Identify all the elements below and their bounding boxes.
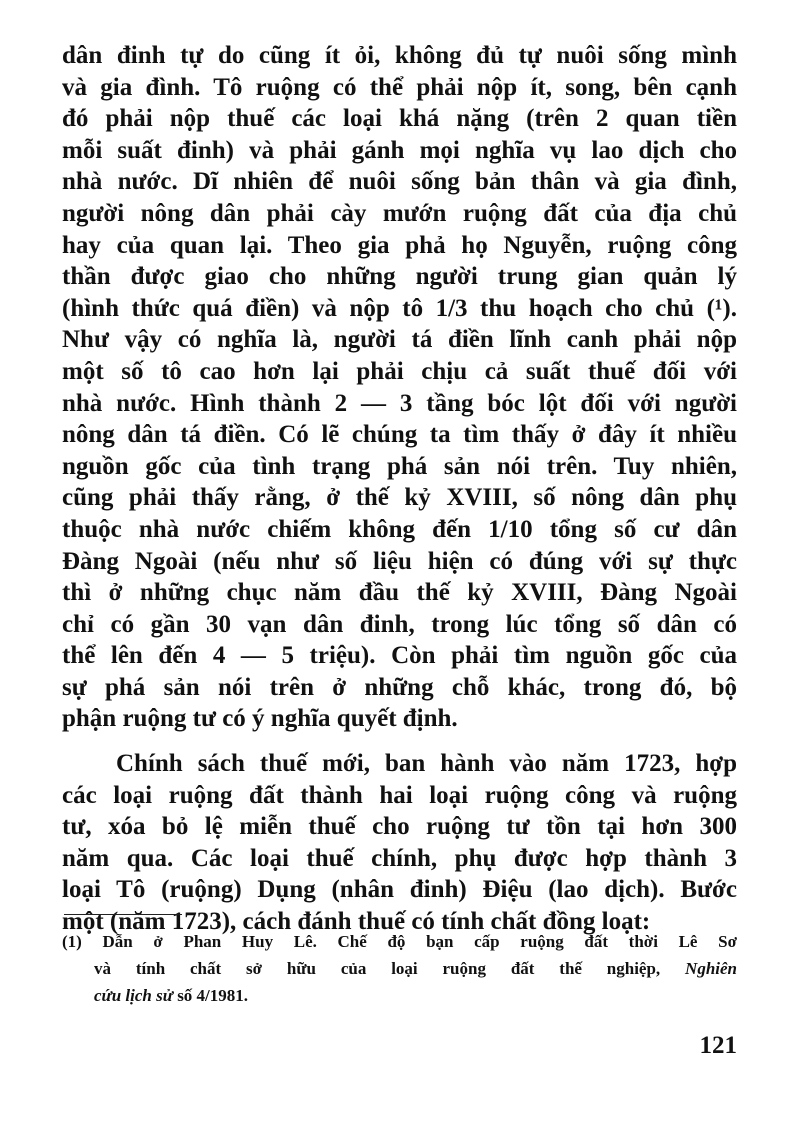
- text-line: một số tô cao hơn lại phải chịu cả suất thuế đối với: [62, 357, 737, 385]
- paragraph-1: [62, 40, 737, 735]
- footnote-line: [62, 982, 737, 1009]
- text-line: thì ở những chục năm đầu thế kỷ XVIII, Đàng Ngoài: [62, 579, 737, 607]
- text-line: nông dân tá điền. Có lẽ chúng ta tìm thấy ở đây ít nhiều: [62, 421, 737, 449]
- text-line: nhà nước. Dĩ nhiên để nuôi sống bản thân và gia đình,: [62, 168, 737, 196]
- text-line: tư, xóa bỏ lệ miễn thuế cho ruộng tư tồn tại hơn 300: [62, 813, 737, 841]
- text-line: đó phải nộp thuế các loại khá nặng (trên 2 quan tiền: [62, 105, 737, 133]
- text-line: nhà nước. Hình thành 2 — 3 tầng bóc lột đối với người: [62, 389, 737, 417]
- text-line: thể lên đến 4 — 5 triệu). Còn phải tìm nguồn gốc của: [62, 642, 737, 670]
- paragraph-gap: [62, 735, 737, 748]
- footnote: [62, 928, 737, 1009]
- text-line: nguồn gốc của tình trạng phá sản nói trên. Tuy nhiên,: [62, 452, 737, 480]
- footnote-rule: [64, 914, 182, 915]
- text-line: chỉ có gần 30 vạn dân đinh, trong lúc tổng số dân có: [62, 610, 737, 638]
- text-line: thuộc nhà nước chiếm không đến 1/10 tổng số cư dân: [62, 515, 737, 543]
- text-line: năm qua. Các loại thuế chính, phụ được hợp thành 3: [62, 844, 737, 872]
- footnote-line: [62, 928, 737, 955]
- text-line: Chính sách thuế mới, ban hành vào năm 1723, hợp: [116, 750, 737, 778]
- text-line: dân đinh tự do cũng ít ỏi, không đủ tự nuôi sống mình: [62, 42, 737, 69]
- footnote-journal-title: cứu lịch sử: [94, 986, 173, 1005]
- text-line: Đàng Ngoài (nếu như số liệu hiện có đúng với sự thực: [62, 547, 737, 575]
- page-number: 121: [699, 1032, 737, 1059]
- text-line: các loại ruộng đất thành hai loại ruộng công và ruộng: [62, 781, 737, 809]
- text-line: thần được giao cho những người trung gian quản lý: [62, 263, 737, 291]
- text-line: Như vậy có nghĩa là, người tá điền lĩnh canh phải nộp: [62, 326, 737, 354]
- text-line: (hình thức quá điền) và nộp tô 1/3 thu hoạch cho chủ (¹).: [62, 294, 737, 322]
- text-line: sự phá sản nói trên ở những chỗ khác, trong đó, bộ: [62, 673, 737, 701]
- paragraph-2: [62, 748, 737, 938]
- text-line: cũng phải thấy rằng, ở thế kỷ XVIII, số nông dân phụ: [62, 484, 737, 512]
- text-line: loại Tô (ruộng) Dụng (nhân đinh) Điệu (lao dịch). Bước: [62, 876, 737, 904]
- text-line: một (năm 1723), cách đánh thuế có tính chất đồng loạt:: [62, 908, 651, 936]
- footnote-text: và tính chất sở hữu của loại ruộng đất thế nghiệp,: [94, 959, 661, 978]
- text-line: phận ruộng tư có ý nghĩa quyết định.: [62, 705, 458, 733]
- text-line: người nông dân phải cày mướn ruộng đất của địa chủ: [62, 199, 737, 227]
- footnote-text: số 4/1981.: [177, 986, 249, 1005]
- text-line: hay của quan lại. Theo gia phả họ Nguyễn, ruộng công: [62, 231, 737, 259]
- footnote-line: [62, 955, 737, 982]
- footnote-journal-title: Nghiên: [685, 959, 737, 978]
- text-line: mỗi suất đinh) và phải gánh mọi nghĩa vụ lao dịch cho: [62, 136, 737, 164]
- body-text: [62, 40, 737, 938]
- footnote-text: (1) Dẫn ở Phan Huy Lê. Chế độ bạn cấp ruộng đất thời Lê Sơ: [62, 932, 737, 951]
- text-line: và gia đình. Tô ruộng có thể phải nộp ít, song, bên cạnh: [62, 73, 737, 101]
